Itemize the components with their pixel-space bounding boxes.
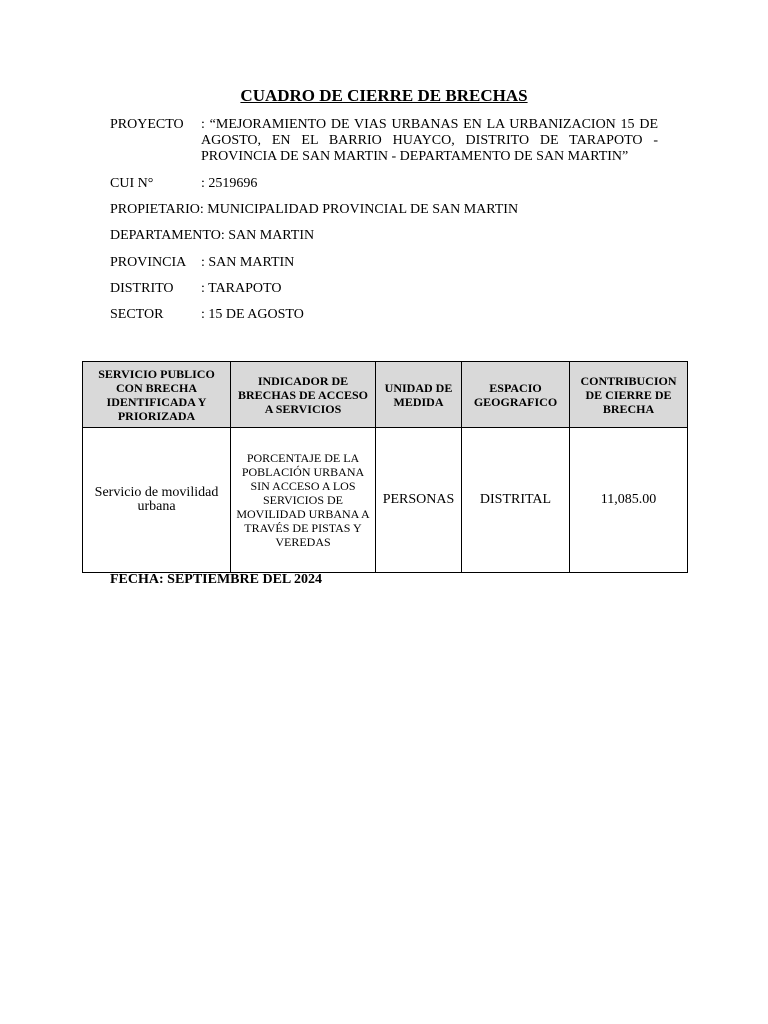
header-contribucion-cierre: CONTRIBUCION DE CIERRE DE BRECHA xyxy=(570,362,688,428)
header-espacio-geografico: ESPACIO GEOGRAFICO xyxy=(462,362,570,428)
cui-value: : 2519696 xyxy=(201,176,258,191)
header-servicio-publico: SERVICIO PUBLICO CON BRECHA IDENTIFICADA Y PRIORIZADA xyxy=(83,362,231,428)
proyecto-value-line: PROVINCIA DE SAN MARTIN - DEPARTAMENTO DE SAN MARTIN” xyxy=(201,149,629,164)
departamento-field xyxy=(110,228,314,244)
fecha-label: FECHA: SEPTIEMBRE DEL 2024 xyxy=(110,572,322,587)
table-row xyxy=(83,428,688,573)
distrito-label: DISTRITO xyxy=(110,281,174,296)
proyecto-label: PROYECTO xyxy=(110,117,184,132)
departamento-value: SAN MARTIN xyxy=(224,228,315,243)
brechas-table xyxy=(82,361,688,573)
distrito-value: : TARAPOTO xyxy=(201,281,282,296)
cell-unidad: PERSONAS xyxy=(376,428,462,573)
header-unidad-medida: UNIDAD DE MEDIDA xyxy=(376,362,462,428)
proyecto-value-line: AGOSTO, EN EL BARRIO HUAYCO, DISTRITO DE TARAPOTO - xyxy=(201,133,658,148)
sector-label: SECTOR xyxy=(110,307,164,322)
cell-contribucion: 11,085.00 xyxy=(570,428,688,573)
proyecto-value-line: : “MEJORAMIENTO DE VIAS URBANAS EN LA URBANIZACION 15 DE xyxy=(201,117,658,132)
propietario-field xyxy=(110,202,518,218)
cell-espacio: DISTRITAL xyxy=(462,428,570,573)
propietario-label: PROPIETARIO: xyxy=(110,202,204,217)
propietario-value: MUNICIPALIDAD PROVINCIAL DE SAN MARTIN xyxy=(203,202,519,217)
cell-indicador: PORCENTAJE DE LA POBLACIÓN URBANA SIN ACCESO A LOS SERVICIOS DE MOVILIDAD URBANA A TRAVÉS DE PISTAS Y VEREDAS xyxy=(231,428,376,573)
provincia-value: : SAN MARTIN xyxy=(201,255,295,270)
proyecto-value xyxy=(201,117,658,165)
document-title: CUADRO DE CIERRE DE BRECHAS xyxy=(240,86,528,105)
cell-servicio: Servicio de movilidad urbana xyxy=(83,428,231,573)
header-indicador-brechas: INDICADOR DE BRECHAS DE ACCESO A SERVICIOS xyxy=(231,362,376,428)
table-header-row xyxy=(83,362,688,428)
provincia-label: PROVINCIA xyxy=(110,255,187,270)
sector-value: : 15 DE AGOSTO xyxy=(201,307,304,322)
cui-label: CUI N° xyxy=(110,176,154,191)
departamento-label: DEPARTAMENTO: xyxy=(110,228,225,243)
